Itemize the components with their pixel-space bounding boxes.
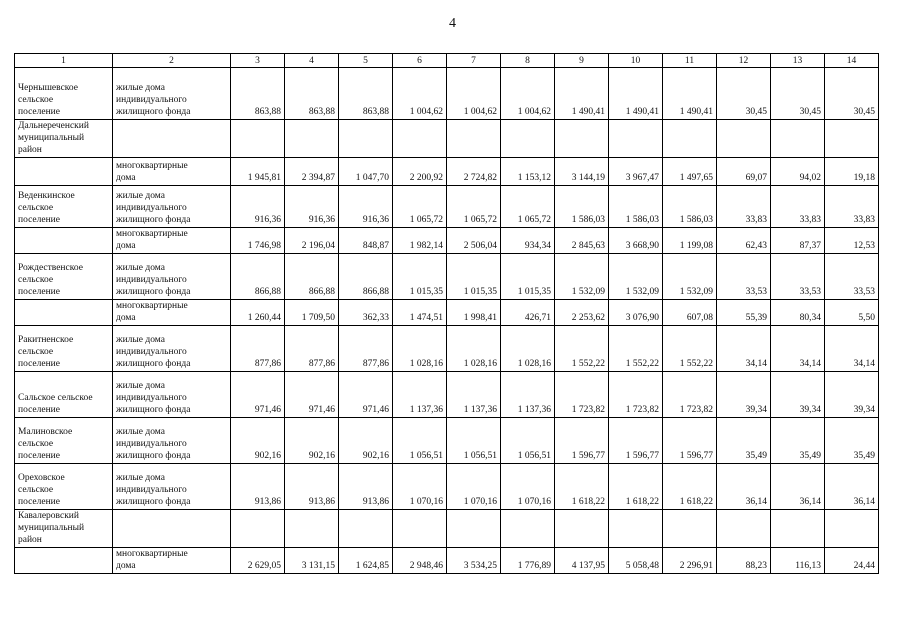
value-cell: 5,50	[825, 300, 879, 326]
value-cell: 30,45	[825, 68, 879, 120]
value-cell: 1 586,03	[555, 186, 609, 228]
value-cell: 69,07	[717, 158, 771, 186]
table-row	[15, 548, 879, 574]
settlement-name: Малиновское сельское поселение	[15, 418, 113, 464]
value-cell: 1 490,41	[555, 68, 609, 120]
table-row	[15, 186, 879, 228]
value-cell: 1 723,82	[663, 372, 717, 418]
value-cell: 87,37	[771, 228, 825, 254]
column-header-13: 13	[771, 54, 825, 68]
column-header-4: 4	[285, 54, 339, 68]
value-cell: 5 058,48	[609, 548, 663, 574]
value-cell: 902,16	[285, 418, 339, 464]
value-cell: 19,18	[825, 158, 879, 186]
value-cell: 1 618,22	[609, 464, 663, 510]
value-cell	[231, 120, 285, 158]
column-header-11: 11	[663, 54, 717, 68]
housing-type: жилые дома индивидуального жилищного фонда	[113, 464, 231, 510]
value-cell: 1 015,35	[501, 254, 555, 300]
value-cell	[339, 510, 393, 548]
value-cell: 1 065,72	[501, 186, 555, 228]
value-cell: 1 199,08	[663, 228, 717, 254]
settlement-name	[15, 158, 113, 186]
settlement-name: Сальское сельское поселение	[15, 372, 113, 418]
value-cell: 1 490,41	[663, 68, 717, 120]
value-cell: 877,86	[339, 326, 393, 372]
value-cell: 1 065,72	[393, 186, 447, 228]
value-cell: 866,88	[231, 254, 285, 300]
value-cell: 39,34	[825, 372, 879, 418]
value-cell: 426,71	[501, 300, 555, 326]
value-cell: 863,88	[339, 68, 393, 120]
table-body	[15, 54, 879, 574]
value-cell: 39,34	[771, 372, 825, 418]
table-row	[15, 158, 879, 186]
column-header-row	[15, 54, 879, 68]
value-cell: 1 137,36	[447, 372, 501, 418]
settlement-name: Веденкинское сельское поселение	[15, 186, 113, 228]
housing-type: многоквартирные дома	[113, 300, 231, 326]
value-cell	[501, 510, 555, 548]
value-cell: 33,83	[717, 186, 771, 228]
value-cell: 1 723,82	[609, 372, 663, 418]
settlement-name	[15, 300, 113, 326]
value-cell: 1 624,85	[339, 548, 393, 574]
column-header-7: 7	[447, 54, 501, 68]
value-cell: 1 596,77	[555, 418, 609, 464]
value-cell: 34,14	[771, 326, 825, 372]
settlement-name: Ракитненское сельское поселение	[15, 326, 113, 372]
value-cell	[717, 510, 771, 548]
value-cell	[285, 120, 339, 158]
value-cell: 866,88	[285, 254, 339, 300]
page-number: 4	[449, 16, 456, 31]
housing-type: многоквартирные дома	[113, 158, 231, 186]
value-cell: 33,53	[825, 254, 879, 300]
value-cell: 971,46	[231, 372, 285, 418]
table-row	[15, 228, 879, 254]
value-cell: 62,43	[717, 228, 771, 254]
value-cell	[609, 120, 663, 158]
value-cell	[609, 510, 663, 548]
housing-type	[113, 120, 231, 158]
value-cell	[393, 510, 447, 548]
value-cell: 934,34	[501, 228, 555, 254]
value-cell: 3 967,47	[609, 158, 663, 186]
value-cell: 1 586,03	[609, 186, 663, 228]
value-cell: 607,08	[663, 300, 717, 326]
value-cell	[771, 120, 825, 158]
value-cell: 36,14	[771, 464, 825, 510]
column-header-5: 5	[339, 54, 393, 68]
value-cell	[447, 120, 501, 158]
value-cell: 1 028,16	[501, 326, 555, 372]
value-cell: 1 497,65	[663, 158, 717, 186]
housing-type: жилые дома индивидуального жилищного фонда	[113, 326, 231, 372]
value-cell: 913,86	[339, 464, 393, 510]
value-cell: 848,87	[339, 228, 393, 254]
housing-type: жилые дома индивидуального жилищного фонда	[113, 186, 231, 228]
value-cell: 2 845,63	[555, 228, 609, 254]
value-cell: 34,14	[717, 326, 771, 372]
value-cell: 1 618,22	[555, 464, 609, 510]
housing-type: жилые дома индивидуального жилищного фонда	[113, 418, 231, 464]
value-cell: 1 490,41	[609, 68, 663, 120]
value-cell: 12,53	[825, 228, 879, 254]
value-cell: 33,83	[825, 186, 879, 228]
value-cell: 1 532,09	[609, 254, 663, 300]
value-cell: 1 137,36	[393, 372, 447, 418]
value-cell	[555, 120, 609, 158]
column-header-14: 14	[825, 54, 879, 68]
column-header-8: 8	[501, 54, 555, 68]
value-cell: 1 746,98	[231, 228, 285, 254]
value-cell: 3 131,15	[285, 548, 339, 574]
table-row	[15, 300, 879, 326]
value-cell: 2 296,91	[663, 548, 717, 574]
value-cell	[339, 120, 393, 158]
tariff-table	[14, 53, 879, 574]
value-cell: 863,88	[285, 68, 339, 120]
value-cell: 1 056,51	[501, 418, 555, 464]
value-cell	[663, 510, 717, 548]
value-cell: 1 004,62	[501, 68, 555, 120]
column-header-10: 10	[609, 54, 663, 68]
value-cell: 1 532,09	[555, 254, 609, 300]
value-cell	[825, 120, 879, 158]
value-cell: 35,49	[771, 418, 825, 464]
value-cell: 39,34	[717, 372, 771, 418]
housing-type: жилые дома индивидуального жилищного фонда	[113, 254, 231, 300]
value-cell: 1 056,51	[393, 418, 447, 464]
column-header-12: 12	[717, 54, 771, 68]
column-header-1: 1	[15, 54, 113, 68]
value-cell: 30,45	[771, 68, 825, 120]
value-cell: 902,16	[339, 418, 393, 464]
value-cell: 1 047,70	[339, 158, 393, 186]
value-cell: 902,16	[231, 418, 285, 464]
housing-type: многоквартирные дома	[113, 228, 231, 254]
value-cell: 913,86	[231, 464, 285, 510]
value-cell: 1 998,41	[447, 300, 501, 326]
value-cell: 33,53	[717, 254, 771, 300]
value-cell: 916,36	[339, 186, 393, 228]
table-row	[15, 254, 879, 300]
table-row	[15, 120, 879, 158]
value-cell: 971,46	[285, 372, 339, 418]
value-cell: 1 596,77	[609, 418, 663, 464]
value-cell: 1 015,35	[393, 254, 447, 300]
value-cell: 877,86	[231, 326, 285, 372]
value-cell: 1 070,16	[447, 464, 501, 510]
value-cell: 866,88	[339, 254, 393, 300]
value-cell: 1 028,16	[447, 326, 501, 372]
value-cell: 1 618,22	[663, 464, 717, 510]
settlement-name: Кавалеровский муниципальный район	[15, 510, 113, 548]
value-cell: 1 153,12	[501, 158, 555, 186]
settlement-name: Рождественское сельское поселение	[15, 254, 113, 300]
value-cell: 877,86	[285, 326, 339, 372]
value-cell: 1 552,22	[555, 326, 609, 372]
value-cell: 24,44	[825, 548, 879, 574]
table-row	[15, 372, 879, 418]
value-cell: 2 724,82	[447, 158, 501, 186]
value-cell	[555, 510, 609, 548]
value-cell: 36,14	[825, 464, 879, 510]
value-cell: 35,49	[825, 418, 879, 464]
value-cell: 2 253,62	[555, 300, 609, 326]
settlement-name: Чернышевское сельское поселение	[15, 68, 113, 120]
value-cell: 1 532,09	[663, 254, 717, 300]
table-row	[15, 510, 879, 548]
value-cell: 33,53	[771, 254, 825, 300]
value-cell: 1 065,72	[447, 186, 501, 228]
value-cell	[663, 120, 717, 158]
value-cell: 55,39	[717, 300, 771, 326]
settlement-name: Ореховское сельское поселение	[15, 464, 113, 510]
table-row	[15, 326, 879, 372]
table-row	[15, 418, 879, 464]
value-cell: 1 552,22	[609, 326, 663, 372]
value-cell	[231, 510, 285, 548]
housing-type: многоквартирные дома	[113, 548, 231, 574]
value-cell	[447, 510, 501, 548]
housing-type: жилые дома индивидуального жилищного фонда	[113, 68, 231, 120]
column-header-3: 3	[231, 54, 285, 68]
value-cell: 1 137,36	[501, 372, 555, 418]
value-cell: 1 723,82	[555, 372, 609, 418]
value-cell: 3 076,90	[609, 300, 663, 326]
value-cell: 1 056,51	[447, 418, 501, 464]
value-cell: 2 200,92	[393, 158, 447, 186]
value-cell: 1 015,35	[447, 254, 501, 300]
value-cell: 116,13	[771, 548, 825, 574]
value-cell: 1 260,44	[231, 300, 285, 326]
value-cell: 1 709,50	[285, 300, 339, 326]
value-cell: 36,14	[717, 464, 771, 510]
value-cell	[717, 120, 771, 158]
value-cell: 30,45	[717, 68, 771, 120]
value-cell: 1 070,16	[501, 464, 555, 510]
value-cell: 2 506,04	[447, 228, 501, 254]
value-cell: 1 982,14	[393, 228, 447, 254]
value-cell: 2 948,46	[393, 548, 447, 574]
value-cell: 1 945,81	[231, 158, 285, 186]
value-cell: 88,23	[717, 548, 771, 574]
value-cell	[825, 510, 879, 548]
value-cell: 1 004,62	[447, 68, 501, 120]
value-cell: 362,33	[339, 300, 393, 326]
value-cell: 3 144,19	[555, 158, 609, 186]
value-cell: 1 776,89	[501, 548, 555, 574]
value-cell: 916,36	[231, 186, 285, 228]
value-cell	[771, 510, 825, 548]
value-cell	[285, 510, 339, 548]
column-header-6: 6	[393, 54, 447, 68]
value-cell: 971,46	[339, 372, 393, 418]
value-cell: 33,83	[771, 186, 825, 228]
value-cell: 913,86	[285, 464, 339, 510]
value-cell: 2 629,05	[231, 548, 285, 574]
value-cell	[501, 120, 555, 158]
value-cell: 2 394,87	[285, 158, 339, 186]
value-cell: 3 534,25	[447, 548, 501, 574]
table-row	[15, 68, 879, 120]
value-cell: 1 586,03	[663, 186, 717, 228]
table-row	[15, 464, 879, 510]
settlement-name	[15, 548, 113, 574]
value-cell: 94,02	[771, 158, 825, 186]
value-cell: 1 028,16	[393, 326, 447, 372]
value-cell: 2 196,04	[285, 228, 339, 254]
value-cell: 1 474,51	[393, 300, 447, 326]
housing-type: жилые дома индивидуального жилищного фонда	[113, 372, 231, 418]
value-cell	[393, 120, 447, 158]
value-cell: 863,88	[231, 68, 285, 120]
value-cell: 80,34	[771, 300, 825, 326]
value-cell: 1 004,62	[393, 68, 447, 120]
value-cell: 1 070,16	[393, 464, 447, 510]
housing-type	[113, 510, 231, 548]
settlement-name: Дальнереченский муниципальный район	[15, 120, 113, 158]
value-cell: 1 596,77	[663, 418, 717, 464]
value-cell: 3 668,90	[609, 228, 663, 254]
value-cell: 34,14	[825, 326, 879, 372]
column-header-2: 2	[113, 54, 231, 68]
column-header-9: 9	[555, 54, 609, 68]
value-cell: 4 137,95	[555, 548, 609, 574]
value-cell: 35,49	[717, 418, 771, 464]
value-cell: 916,36	[285, 186, 339, 228]
settlement-name	[15, 228, 113, 254]
value-cell: 1 552,22	[663, 326, 717, 372]
